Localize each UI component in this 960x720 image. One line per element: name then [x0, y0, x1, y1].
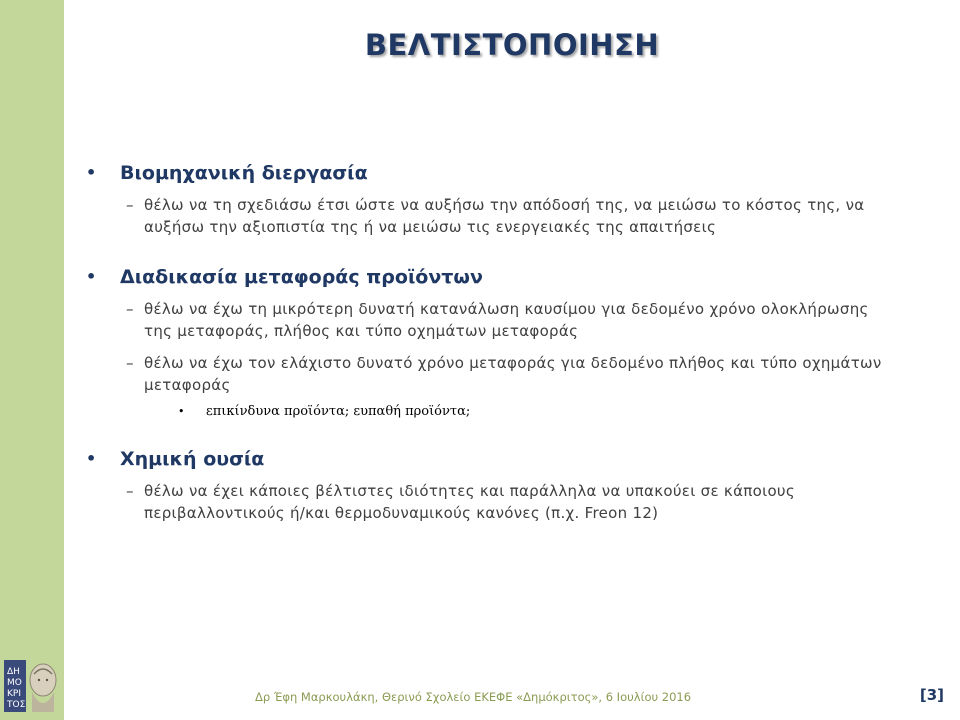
dash-icon: –	[126, 354, 134, 372]
section-heading-text: Διαδικασία μεταφοράς προϊόντων	[120, 266, 483, 288]
svg-text:ΚΡΙ: ΚΡΙ	[7, 689, 21, 699]
svg-text:ΔΗ: ΔΗ	[7, 667, 20, 677]
section-heading	[86, 446, 886, 472]
slide-footer: Δρ Έφη Μαρκουλάκη, Θερινό Σχολείο ΕΚΕΦΕ «Δημόκριτος», 6 Ιουλίου 2016	[255, 690, 692, 704]
section-item	[86, 194, 886, 238]
section-item-text: θέλω να έχω τον ελάχιστο δυνατό χρόνο μεταφοράς για δεδομένο πλήθος και τύπο οχημάτων μεταφοράς	[144, 354, 882, 394]
side-band	[0, 0, 64, 720]
page-number: [3]	[919, 686, 944, 704]
section-heading-text: Χημική ουσία	[120, 448, 265, 470]
section-item	[86, 352, 886, 396]
section-subitem	[86, 402, 886, 422]
svg-text:ΤΟΣ: ΤΟΣ	[7, 700, 26, 710]
dash-icon: –	[126, 300, 134, 318]
demokritos-logo-icon	[2, 652, 60, 718]
section-item	[86, 298, 886, 342]
section-heading-text: Βιομηχανική διεργασία	[120, 162, 368, 184]
small-bullet-icon: •	[178, 405, 185, 418]
dash-icon: –	[126, 482, 134, 500]
slide-title: ΒΕΛΤΙΣΤΟΠΟΙΗΣΗ	[364, 28, 660, 62]
dash-icon: –	[126, 196, 134, 214]
section-subitem-text: επικίνδυνα προϊόντα; ευπαθή προϊόντα;	[206, 404, 471, 419]
bullet-icon: •	[86, 267, 97, 286]
section-heading	[86, 264, 886, 290]
section-item-text: θέλω να έχει κάποιες βέλτιστες ιδιότητες και παράλληλα να υπακούει σε κάποιους περιβαλλοντικούς ή/και θερμοδυναμικούς κανόνες (π.χ. Freon 12)	[144, 482, 796, 522]
section-item-text: θέλω να έχω τη μικρότερη δυνατή κατανάλωση καυσίμου για δεδομένο χρόνο ολοκλήρωσης της μεταφοράς, πλήθος και τύπο οχημάτων μεταφοράς	[144, 300, 869, 340]
section-item-text: θέλω να τη σχεδιάσω έτσι ώστε να αυξήσω την απόδοσή της, να μειώσω το κόστος της, να αυξήσω την αξιοπιστία της ή να μειώσω τις ενεργειακές της απαιτήσεις	[144, 196, 865, 236]
content-body	[86, 160, 886, 524]
svg-text:ΜΟ: ΜΟ	[7, 678, 22, 688]
section-item	[86, 480, 886, 524]
bullet-icon: •	[86, 449, 97, 468]
bullet-icon: •	[86, 163, 97, 182]
section-heading	[86, 160, 886, 186]
